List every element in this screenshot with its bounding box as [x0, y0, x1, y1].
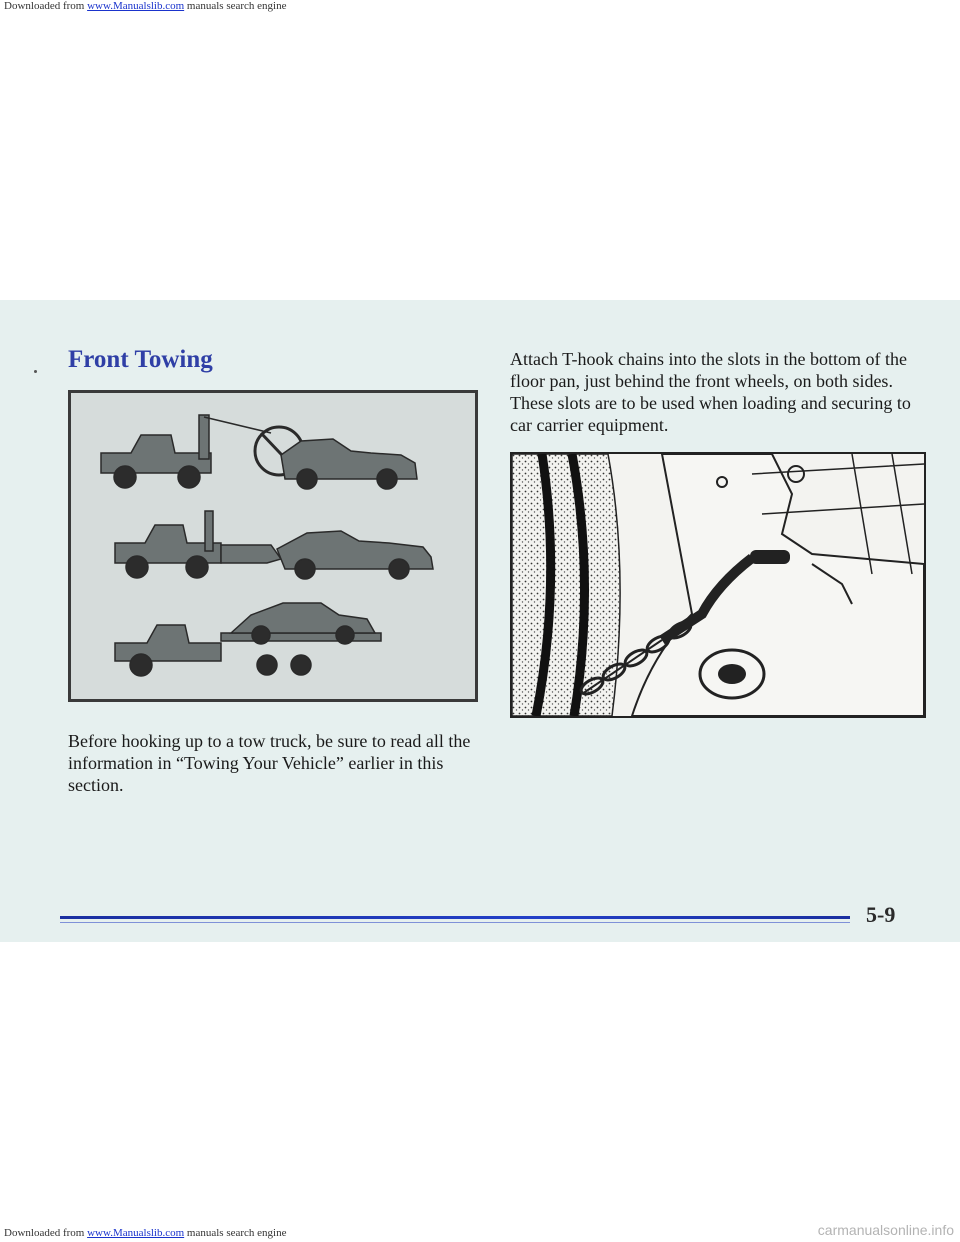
download-prefix-footer: Downloaded from [4, 1227, 88, 1239]
carmanualsonline-watermark: carmanualsonline.info [817, 1222, 954, 1238]
towing-methods-illustration [68, 390, 478, 702]
manualslib-link[interactable]: www.Manualslib.com [87, 0, 185, 12]
tow-trucks-drawing [71, 393, 475, 699]
before-hooking-paragraph: Before hooking up to a tow truck, be sure to read all the information in “Towing Your Vehicle” earlier in this section. [68, 731, 471, 795]
download-suffix-footer: manuals search engine [184, 1227, 287, 1239]
manual-page [0, 300, 960, 942]
footer-rule [60, 916, 850, 919]
footer-rule-thin [60, 922, 850, 923]
t-hook-chain-illustration [510, 452, 926, 718]
stray-dot [34, 370, 37, 373]
download-suffix: manuals search engine [184, 0, 287, 12]
section-heading: Front Towing [68, 346, 213, 373]
download-source-footer [4, 1227, 286, 1239]
download-source-line [4, 0, 286, 12]
t-hook-paragraph: Attach T-hook chains into the slots in the bottom of the floor pan, just behind the front wheels, on both sides. These slots are to be used when loading and securing to car carrier equipment. [510, 349, 911, 435]
manualslib-link-footer[interactable]: www.Manualslib.com [87, 1227, 185, 1239]
t-hook-drawing [512, 454, 924, 716]
page-number: 5-9 [866, 902, 896, 927]
download-prefix: Downloaded from [4, 0, 88, 12]
